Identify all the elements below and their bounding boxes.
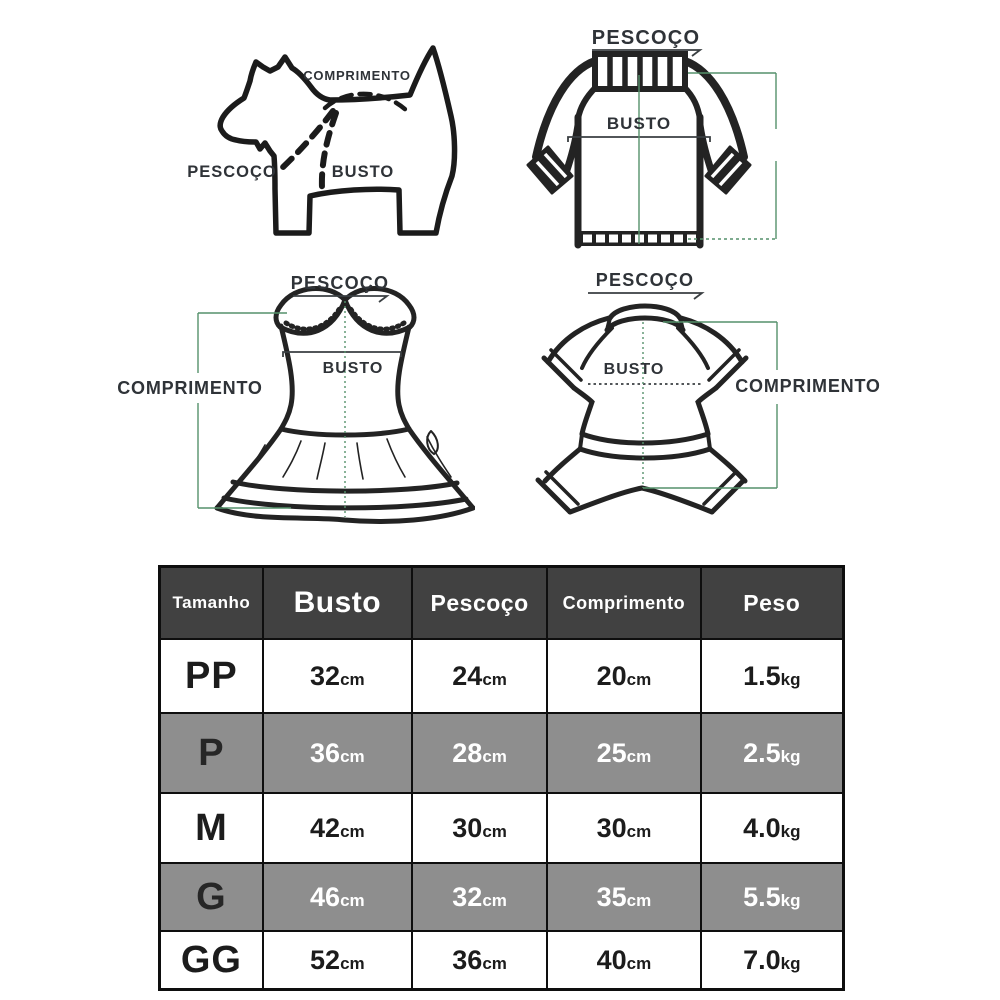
size-label: PP (160, 639, 263, 713)
raglan-seam-right (678, 328, 708, 368)
table-row-g (160, 863, 844, 931)
dress-measurement-diagram (105, 265, 475, 525)
jumpsuit-outline (538, 306, 746, 512)
busto-value: 36cm (263, 713, 412, 793)
table-row-m (160, 793, 844, 863)
comprimento-value: 40cm (547, 931, 700, 990)
table-row-pp (160, 639, 844, 713)
table-row-p (160, 713, 844, 793)
header-pescoco: Pescoço (412, 567, 547, 640)
dog-measurement-diagram (175, 38, 485, 263)
peso-value: 1.5kg (701, 639, 844, 713)
sweater-measurement-diagram (520, 15, 810, 260)
comprimento-value: 35cm (547, 863, 700, 931)
sweater-busto-label: BUSTO (606, 114, 672, 133)
pescoco-underline (588, 293, 702, 299)
peso-value: 5.5kg (701, 863, 844, 931)
pescoco-value: 32cm (412, 863, 547, 931)
dog-comprimento-label: COMPRIMENTO (303, 68, 411, 83)
busto-value: 32cm (263, 639, 412, 713)
busto-value: 52cm (263, 931, 412, 990)
header-peso: Peso (701, 567, 844, 640)
size-table-header-row (160, 567, 844, 640)
size-label: P (160, 713, 263, 793)
peso-value: 7.0kg (701, 931, 844, 990)
busto-value: 42cm (263, 793, 412, 863)
busto-value: 46cm (263, 863, 412, 931)
size-label: G (160, 863, 263, 931)
dress-busto-label: BUSTO (322, 360, 384, 377)
dog-pescoco-label: PESCOÇO (187, 163, 277, 181)
header-tamanho: Tamanho (160, 567, 263, 640)
pescoco-value: 24cm (412, 639, 547, 713)
table-row-gg (160, 931, 844, 990)
jumpsuit-pescoco-label: PESCOÇO (595, 270, 695, 290)
jumpsuit-busto-label: BUSTO (603, 361, 665, 378)
sweater-pescoco-label: PESCOÇO (591, 27, 701, 49)
pescoco-value: 28cm (412, 713, 547, 793)
dress-pescoco-label: PESCOÇO (290, 273, 390, 293)
comprimento-value: 20cm (547, 639, 700, 713)
dog-busto-label: BUSTO (331, 163, 395, 181)
comprimento-value: 30cm (547, 793, 700, 863)
dress-comprimento-label: COMPRIMENTO (117, 378, 263, 398)
sweater-collar (595, 54, 685, 89)
pescoco-value: 36cm (412, 931, 547, 990)
peso-value: 4.0kg (701, 793, 844, 863)
peso-value: 2.5kg (701, 713, 844, 793)
size-label: M (160, 793, 263, 863)
header-comprimento: Comprimento (547, 567, 700, 640)
jumpsuit-comprimento-label: COMPRIMENTO (735, 376, 881, 396)
jumpsuit-measurement-diagram (510, 262, 910, 522)
busto-line (283, 352, 401, 357)
size-label: GG (160, 931, 263, 990)
size-table (158, 565, 845, 991)
header-busto: Busto (263, 567, 412, 640)
pescoco-value: 30cm (412, 793, 547, 863)
comprimento-value: 25cm (547, 713, 700, 793)
